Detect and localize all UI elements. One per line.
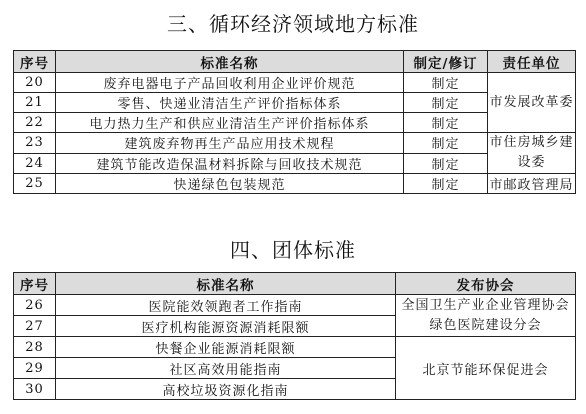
group-standards-table — [13, 272, 576, 400]
publishing-association: 全国卫生产业企业管理协会绿色医院建设分会 — [396, 295, 576, 337]
row-no: 29 — [14, 358, 56, 379]
row-name: 快餐企业能源消耗限额 — [56, 337, 396, 358]
header-no: 序号 — [14, 273, 56, 295]
row-no: 28 — [14, 337, 56, 358]
row-no: 23 — [14, 133, 56, 154]
row-name: 建筑节能改造保温材料拆除与回收技术规范 — [56, 153, 404, 174]
section4-title: 四、团体标准 — [230, 238, 356, 262]
row-name: 医疗机构能源资源消耗限额 — [56, 316, 396, 337]
table-row — [14, 295, 576, 316]
header-name: 标准名称 — [56, 273, 396, 295]
header-type: 制定/修订 — [404, 51, 488, 73]
table-row — [14, 174, 576, 194]
row-name: 医院能效领跑者工作指南 — [56, 295, 396, 316]
row-name: 废弃电器电子产品回收利用企业评价规范 — [56, 73, 404, 93]
row-type: 制定 — [404, 153, 488, 174]
row-name: 零售、快递业清洁生产评价指标体系 — [56, 93, 404, 113]
row-no: 20 — [14, 73, 56, 93]
row-type: 制定 — [404, 93, 488, 113]
row-name: 建筑废弃物再生产品应用技术规程 — [56, 133, 404, 154]
row-no: 27 — [14, 316, 56, 337]
row-no: 21 — [14, 93, 56, 113]
row-type: 制定 — [404, 133, 488, 154]
table-header-row — [14, 273, 576, 295]
row-name: 社区高效用能指南 — [56, 358, 396, 379]
section3-title: 三、循环经济领域地方标准 — [167, 12, 419, 36]
row-no: 25 — [14, 174, 56, 194]
row-type: 制定 — [404, 174, 488, 194]
row-name: 高校垃圾资源化指南 — [56, 379, 396, 400]
table-row — [14, 133, 576, 154]
responsible-unit: 市邮政管理局 — [488, 174, 576, 194]
row-no: 24 — [14, 153, 56, 174]
header-no: 序号 — [14, 51, 56, 73]
publishing-association: 北京节能环保促进会 — [396, 337, 576, 400]
header-assoc: 发布协会 — [396, 273, 576, 295]
row-type: 制定 — [404, 113, 488, 133]
table-row — [14, 337, 576, 358]
header-unit: 责任单位 — [488, 51, 576, 73]
row-no: 30 — [14, 379, 56, 400]
row-no: 22 — [14, 113, 56, 133]
row-name: 电力热力生产和供应业清洁生产评价指标体系 — [56, 113, 404, 133]
table-row — [14, 73, 576, 93]
local-standards-table — [13, 50, 576, 194]
responsible-unit: 市发展改革委 — [488, 73, 576, 133]
row-type: 制定 — [404, 73, 488, 93]
responsible-unit: 市住房城乡建设委 — [488, 133, 576, 174]
row-name: 快递绿色包装规范 — [56, 174, 404, 194]
header-name: 标准名称 — [56, 51, 404, 73]
row-no: 26 — [14, 295, 56, 316]
table-header-row — [14, 51, 576, 73]
